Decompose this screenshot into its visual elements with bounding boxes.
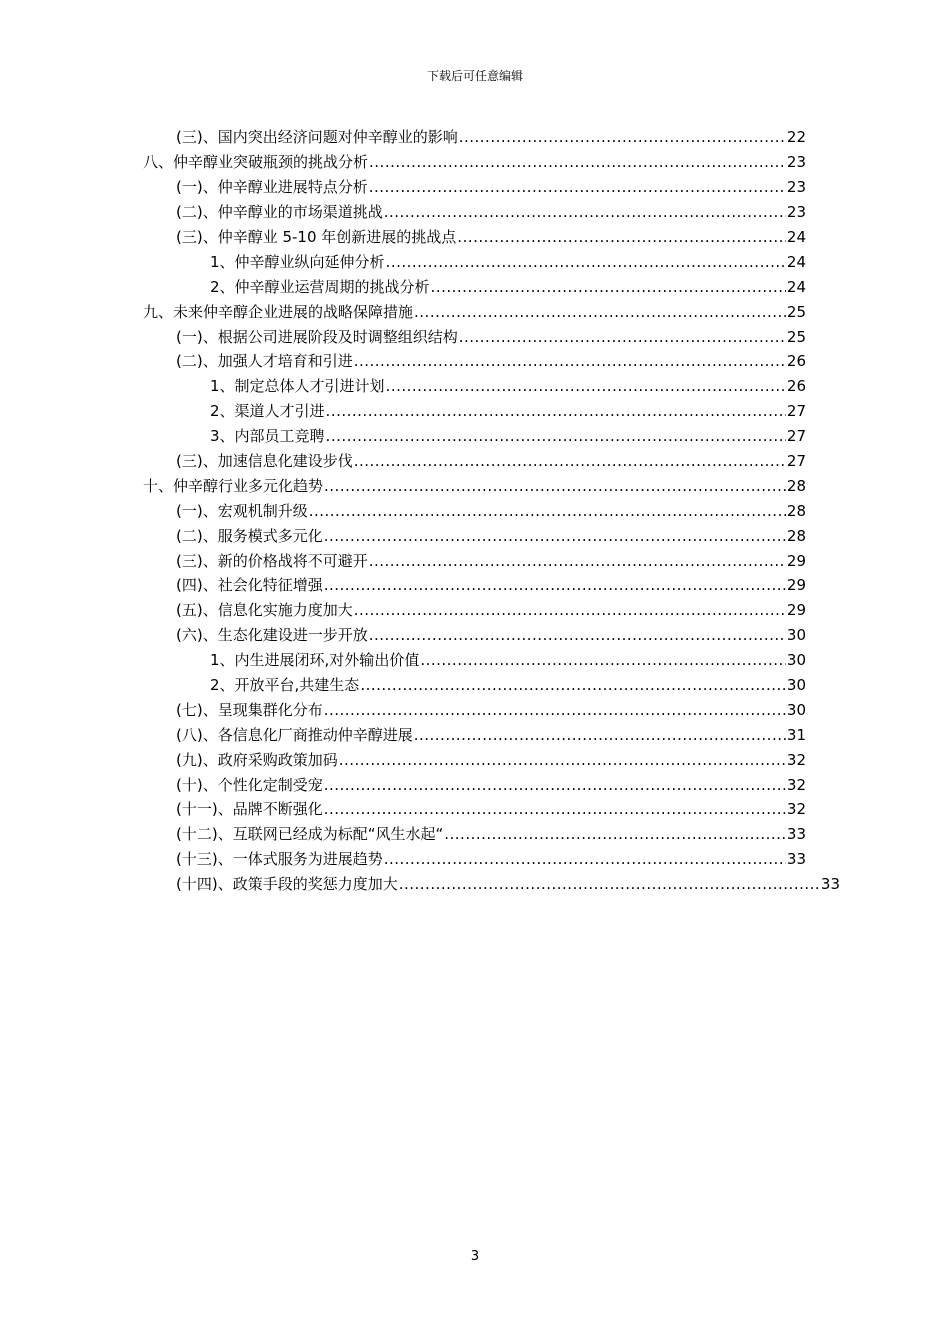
toc-entry-page: 23 [786, 178, 806, 197]
toc-dot-leader [360, 675, 786, 695]
toc-dot-leader [324, 526, 786, 546]
toc-entry[interactable] [143, 473, 806, 498]
toc-entry-title: (三)、国内突出经济问题对仲辛醇业的影响 [176, 128, 458, 147]
toc-entry-title: (三)、仲辛醇业 5-10 年创新进展的挑战点 [176, 228, 457, 246]
toc-dot-leader [414, 725, 786, 745]
toc-dot-leader [444, 824, 786, 844]
toc-dot-leader [339, 750, 786, 770]
toc-entry-page: 25 [786, 327, 806, 346]
toc-entry[interactable] [176, 847, 806, 872]
toc-dot-leader [369, 625, 786, 645]
toc-entry[interactable] [176, 125, 806, 150]
toc-dot-leader [354, 351, 786, 371]
toc-entry-title: 十、仲辛醇行业多元化趋势 [143, 476, 324, 495]
toc-entry[interactable] [176, 872, 840, 897]
toc-entry[interactable] [176, 747, 806, 772]
toc-entry[interactable] [176, 449, 806, 474]
toc-dot-leader [369, 152, 786, 172]
toc-entry-page: 25 [786, 302, 806, 321]
toc-entry[interactable] [210, 399, 806, 424]
toc-entry-title: 八、仲辛醇业突破瓶颈的挑战分析 [143, 153, 369, 172]
toc-entry-title: 3、内部员工竞聘 [210, 427, 325, 446]
toc-dot-leader [354, 451, 786, 471]
toc-dot-leader [324, 575, 786, 595]
page-number-text: 3 [470, 1249, 480, 1264]
toc-entry-page: 32 [786, 800, 806, 819]
toc-entry-title: (五)、信息化实施力度加大 [176, 601, 353, 620]
toc-dot-leader [369, 551, 786, 571]
toc-dot-leader [459, 327, 786, 347]
toc-entry-title: (二)、加强人才培育和引进 [176, 352, 353, 371]
toc-entry[interactable] [176, 598, 806, 623]
toc-entry[interactable] [176, 548, 806, 573]
toc-entry-page: 28 [786, 501, 806, 520]
toc-entry[interactable] [143, 150, 806, 175]
page-number [0, 1249, 950, 1265]
toc-dot-leader [386, 376, 786, 396]
toc-entry[interactable] [176, 772, 806, 797]
toc-entry-page: 23 [786, 153, 806, 172]
toc-dot-leader [420, 650, 786, 670]
toc-entry-title: (二)、服务模式多元化 [176, 526, 323, 545]
toc-entry[interactable] [176, 573, 806, 598]
toc-entry[interactable] [143, 299, 806, 324]
toc-entry-page: 30 [786, 651, 806, 670]
toc-entry-page: 33 [820, 875, 840, 894]
toc-entry-title: (一)、根据公司进展阶段及时调整组织结构 [176, 327, 458, 346]
toc-entry-title: (三)、新的价格战将不可避开 [176, 551, 368, 570]
toc-entry-title: 2、开放平台,共建生态 [210, 676, 360, 695]
toc-entry[interactable] [176, 797, 806, 822]
toc-entry[interactable] [210, 424, 806, 449]
toc-entry[interactable] [176, 623, 806, 648]
toc-dot-leader [414, 302, 786, 322]
toc-entry-title: 2、仲辛醇业运营周期的挑战分析 [210, 277, 430, 296]
toc-entry-page: 30 [786, 626, 806, 645]
toc-entry-title: (七)、呈现集群化分布 [176, 700, 323, 719]
toc-dot-leader [431, 277, 786, 297]
toc-entry-page: 27 [786, 452, 806, 471]
toc-entry[interactable] [176, 200, 806, 225]
toc-entry-title: (三)、加速信息化建设步伐 [176, 452, 353, 471]
toc-entry-title: (一)、宏观机制升级 [176, 501, 308, 520]
toc-entry[interactable] [176, 349, 806, 374]
toc-entry[interactable] [176, 225, 806, 250]
toc-entry[interactable] [176, 324, 806, 349]
toc-dot-leader [324, 700, 786, 720]
toc-entry[interactable] [176, 697, 806, 722]
toc-entry-page: 33 [786, 850, 806, 869]
toc-entry-title: 1、制定总体人才引进计划 [210, 377, 385, 396]
toc-entry-page: 26 [786, 352, 806, 371]
toc-entry[interactable] [210, 648, 806, 673]
toc-entry-page: 24 [786, 228, 806, 246]
toc-entry[interactable] [176, 722, 806, 747]
toc-entry[interactable] [176, 822, 806, 847]
toc-dot-leader [324, 775, 786, 795]
toc-dot-leader [384, 202, 786, 222]
toc-entry-title: (二)、仲辛醇业的市场渠道挑战 [176, 203, 383, 222]
toc-entry-title: 2、渠道人才引进 [210, 402, 325, 421]
toc-dot-leader [399, 874, 820, 894]
toc-entry-page: 24 [786, 277, 806, 296]
table-of-contents [0, 125, 950, 897]
toc-entry-title: (十四)、政策手段的奖惩力度加大 [176, 875, 398, 894]
toc-entry-page: 29 [786, 601, 806, 620]
toc-dot-leader [369, 177, 786, 197]
toc-entry[interactable] [210, 374, 806, 399]
toc-entry-title: 九、未来仲辛醇企业进展的战略保障措施 [143, 302, 414, 321]
toc-entry-page: 24 [786, 252, 806, 271]
toc-entry-title: 1、仲辛醇业纵向延伸分析 [210, 252, 385, 271]
toc-entry[interactable] [176, 498, 806, 523]
toc-entry-title: (九)、政府采购政策加码 [176, 750, 338, 769]
toc-entry-title: (十一)、品牌不断强化 [176, 800, 323, 819]
toc-entry-page: 27 [786, 427, 806, 446]
toc-entry-title: (四)、社会化特征增强 [176, 576, 323, 595]
toc-entry-title: (八)、各信息化厂商推动仲辛醇进展 [176, 725, 413, 744]
toc-dot-leader [386, 252, 786, 272]
toc-entry-page: 28 [786, 526, 806, 545]
toc-entry[interactable] [210, 249, 806, 274]
toc-dot-leader [384, 849, 786, 869]
toc-dot-leader [326, 426, 786, 446]
toc-entry-page: 30 [786, 676, 806, 695]
toc-dot-leader [459, 127, 786, 147]
toc-entry-page: 28 [786, 476, 806, 495]
toc-entry-page: 27 [786, 402, 806, 421]
toc-dot-leader [324, 476, 786, 496]
toc-entry[interactable] [210, 274, 806, 299]
toc-entry[interactable] [210, 673, 806, 698]
toc-entry-page: 26 [786, 377, 806, 396]
toc-entry-title: (六)、生态化建设进一步开放 [176, 626, 368, 645]
toc-entry-page: 32 [786, 775, 806, 794]
toc-entry-page: 30 [786, 700, 806, 719]
toc-entry-title: (十二)、互联网已经成为标配“风生水起“ [176, 825, 444, 844]
toc-entry-page: 22 [786, 128, 806, 147]
toc-entry-title: (十)、个性化定制受宠 [176, 775, 323, 794]
toc-dot-leader [326, 401, 786, 421]
toc-entry-page: 33 [786, 825, 806, 844]
toc-entry-title: (一)、仲辛醇业进展特点分析 [176, 178, 368, 197]
toc-entry-title: 1、内生进展闭环,对外输出价值 [210, 651, 420, 670]
toc-entry-page: 32 [786, 750, 806, 769]
toc-entry[interactable] [176, 523, 806, 548]
toc-entry-page: 29 [786, 551, 806, 570]
toc-entry[interactable] [176, 175, 806, 200]
toc-dot-leader [309, 501, 786, 521]
toc-entry-title: (十三)、一体式服务为进展趋势 [176, 850, 383, 869]
toc-dot-leader [457, 227, 786, 247]
page-header [0, 69, 950, 83]
toc-dot-leader [324, 799, 786, 819]
toc-entry-page: 23 [786, 203, 806, 222]
toc-dot-leader [354, 600, 786, 620]
header-text: 下载后可任意编辑 [426, 69, 523, 83]
toc-entry-page: 31 [786, 725, 806, 744]
toc-entry-page: 29 [786, 576, 806, 595]
